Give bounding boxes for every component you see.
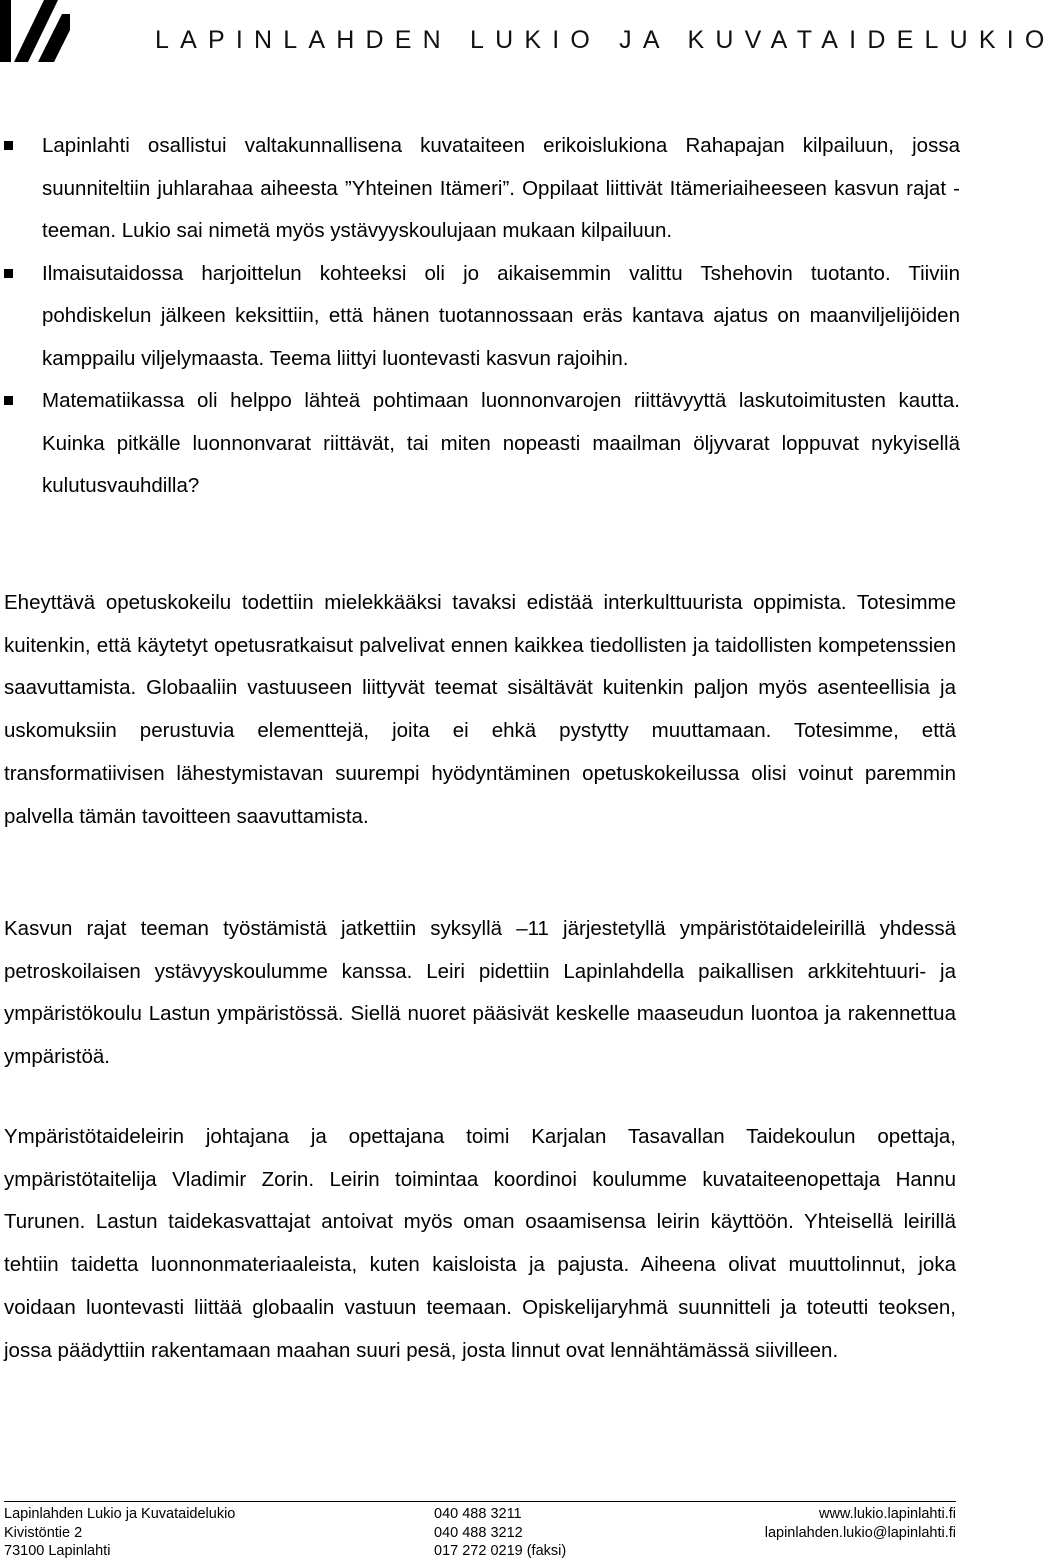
footer-divider xyxy=(4,1501,956,1502)
list-item-text: Ilmaisutaidossa harjoittelun kohteeksi oli jo aikaisemmin valittu Tshehovin tuotanto. Tiiviin pohdiskelun jälkeen keksittiin, että hänen tuotannossaan eräs kantava ajatus on maanviljelijöiden kamppailu viljelymaasta. Teema liittyi luontevasti kasvun rajoihin. xyxy=(42,261,960,370)
list-item xyxy=(0,125,960,253)
paragraph-camp-leader: Ympäristötaideleirin johtajana ja opettajana toimi Karjalan Tasavallan Taidekoulun opettaja, ympäristötaitelija Vladimir Zorin. Leirin toimintaa koordinoi koulumme kuvataiteenopettaja Hannu Turunen. Lastun taidekasvattajat antoivat myös oman osaamisensa leirin käyttöön. Yhteisellä leirillä tehtiin taidetta luonnonmateriaaleista, kuten kaisloista ja pajusta. Aiheena olivat muuttolinnut, joka voidaan luontevasti liittää globaalin vastuun teemaan. Opiskelijaryhmä suunnitteli ja toteutti teoksen, jossa päädyttiin rakentamaan maahan suuri pesä, josta linnut ovat lennähtämässä siivilleen. xyxy=(4,1125,956,1362)
list-item xyxy=(0,380,960,508)
square-bullet-icon xyxy=(4,141,13,150)
footer-fax: 017 272 0219 (faksi) xyxy=(434,1543,567,1559)
footer-phone-2: 040 488 3212 xyxy=(434,1524,523,1541)
footer-school-name: Lapinlahden Lukio ja Kuvataidelukio xyxy=(4,1506,236,1522)
footer-web xyxy=(765,1505,956,1542)
bullet-list xyxy=(0,125,960,508)
list-item xyxy=(0,253,960,381)
list-item-text: Lapinlahti osallistui valtakunnallisena kuvataiteen erikoislukiona Rahapajan kilpailuun, jossa suunniteltiin juhlarahaa aiheesta ”Yhteinen Itämeri”. Oppilaat liittivät Itämeriaiheeseen kasvun rajat -teeman. Lukio sai nimetä myös ystävyyskoulujaan mukaan kilpailuun. xyxy=(42,134,960,242)
footer-email: lapinlahden.lukio@lapinlahti.fi xyxy=(764,1524,956,1541)
footer-postal: 73100 Lapinlahti xyxy=(4,1543,111,1559)
list-item-text: Matematiikassa oli helppo lähteä pohtimaan luonnonvarojen riittävyyttä laskutoimitusten kautta. Kuinka pitkälle luonnonvarat riittävät, tai miten nopeasti maailman öljyvarat loppuvat nykyisellä kulutusvauhdilla? xyxy=(42,389,960,497)
school-logo xyxy=(0,0,70,70)
footer-street: Kivistöntie 2 xyxy=(4,1524,83,1541)
footer-address xyxy=(4,1505,235,1561)
page-header-title: LAPINLAHDEN LUKIO JA KUVATAIDELUKIO xyxy=(155,26,1055,54)
footer-phone-1: 040 488 3211 xyxy=(434,1506,522,1522)
footer-phones xyxy=(434,1505,566,1561)
square-bullet-icon xyxy=(4,396,13,405)
square-bullet-icon xyxy=(4,269,13,278)
paragraph-camp: Kasvun rajat teeman työstämistä jatkettiin syksyllä –11 järjestetyllä ympäristötaideleirillä yhdessä petroskoilaisen ystävyyskoulumme kanssa. Leiri pidettiin Lapinlahdella paikallisen arkkitehtuuri- ja ympäristökoulu Lastun ympäristössä. Siellä nuoret pääsivät keskelle maaseudun luontoa ja rakennettua ympäristöä. xyxy=(4,917,956,1069)
paragraph-evaluation: Eheyttävä opetuskokeilu todettiin mielekkääksi tavaksi edistää interkulttuurista oppimista. Totesimme kuitenkin, että käytetyt opetusratkaisut palvelivat ennen kaikkea tiedollisten ja taidollisten kompetenssien saavuttamista. Globaaliin vastuuseen liittyvät teemat sisältävät kuitenkin paljon myös asenteellisia ja uskomuksiin perustuvia elementtejä, joita ei ehkä pystytty muuttamaan. Totesimme, että transformatiivisen lähestymistavan suurempi hyödyntäminen opetuskokeilussa olisi voinut paremmin palvella tämän tavoitteen saavuttamista. xyxy=(4,591,956,828)
footer-website: www.lukio.lapinlahti.fi xyxy=(818,1506,956,1522)
